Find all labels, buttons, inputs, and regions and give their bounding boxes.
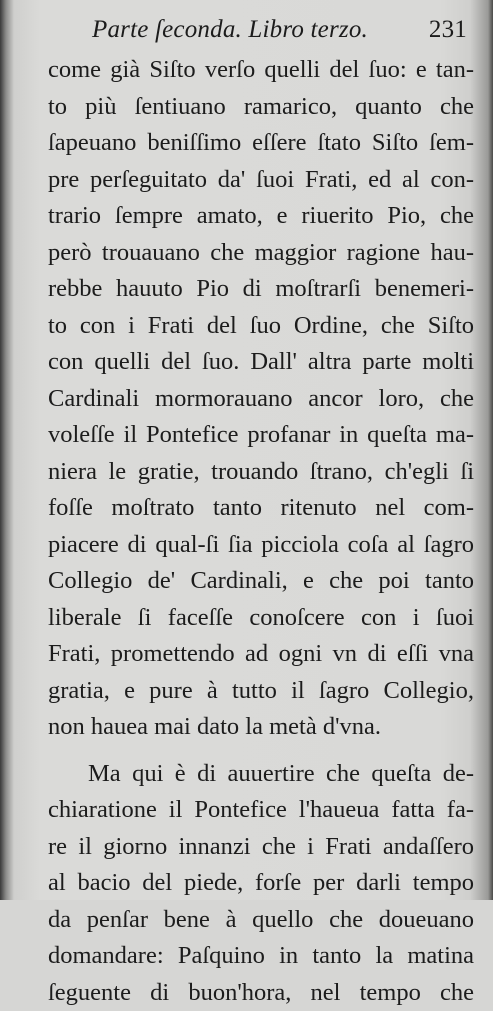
text-line: da penſar bene à quello che doueuano — [48, 902, 474, 939]
text-line: come già Siſto verſo quelli del ſuo: e tan- — [48, 52, 474, 89]
text-line: liberale ſi faceſſe conoſcere con i ſuoi — [48, 600, 474, 637]
text-line: trario ſempre amato, e riuerito Pio, che — [48, 198, 474, 235]
text-line: domandare: Paſquino in tanto la matina — [48, 938, 474, 975]
page-number: 231 — [429, 16, 467, 44]
text-line: al bacio del piede, forſe per darli tempo — [48, 865, 474, 902]
paragraph-2 — [48, 756, 474, 1011]
text-line: Cardinali mormorauano ancor loro, che — [48, 381, 474, 418]
text-line: re il giorno innanzi che i Frati andaſſero — [48, 829, 474, 866]
text-line: gratia, e pure à tutto il ſagro Collegio, — [48, 673, 474, 710]
text-line: però trouauano che maggior ragione hau- — [48, 235, 474, 272]
text-line: pre perſeguitato da' ſuoi Frati, ed al con- — [48, 162, 474, 199]
running-title: Parte ſeconda. Libro terzo. — [92, 16, 368, 44]
text-line: non hauea mai dato la metà d'vna. — [48, 709, 474, 746]
text-line: to più ſentiuano ramarico, quanto che — [48, 89, 474, 126]
text-line: voleſſe il Pontefice profanar in queſta ma- — [48, 417, 474, 454]
text-line: ſapeuano beniſſimo eſſere ſtato Siſto ſem- — [48, 125, 474, 162]
text-line: ſeguente di buon'hora, nel tempo che — [48, 975, 474, 1011]
text-line: con quelli del ſuo. Dall' altra parte molti — [48, 344, 474, 381]
text-line: foſſe moſtrato tanto ritenuto nel com- — [48, 490, 474, 527]
body-text — [48, 52, 474, 1011]
text-line: Frati, promettendo ad ogni vn di eſſi vna — [48, 636, 474, 673]
text-line: chiaratione il Pontefice l'haueua fatta fa- — [48, 792, 474, 829]
paragraph-1 — [48, 52, 474, 746]
text-line: piacere di qual-ſi ſia picciola coſa al ſagro — [48, 527, 474, 564]
text-line: to con i Frati del ſuo Ordine, che Siſto — [48, 308, 474, 345]
text-line: Ma qui è di auuertire che queſta de- — [48, 756, 474, 793]
text-line: Collegio de' Cardinali, e che poi tanto — [48, 563, 474, 600]
page-header — [92, 16, 467, 50]
text-line: rebbe hauuto Pio di moſtrarſi benemeri- — [48, 271, 474, 308]
text-line: niera le gratie, trouando ſtrano, ch'egli ſi — [48, 454, 474, 491]
